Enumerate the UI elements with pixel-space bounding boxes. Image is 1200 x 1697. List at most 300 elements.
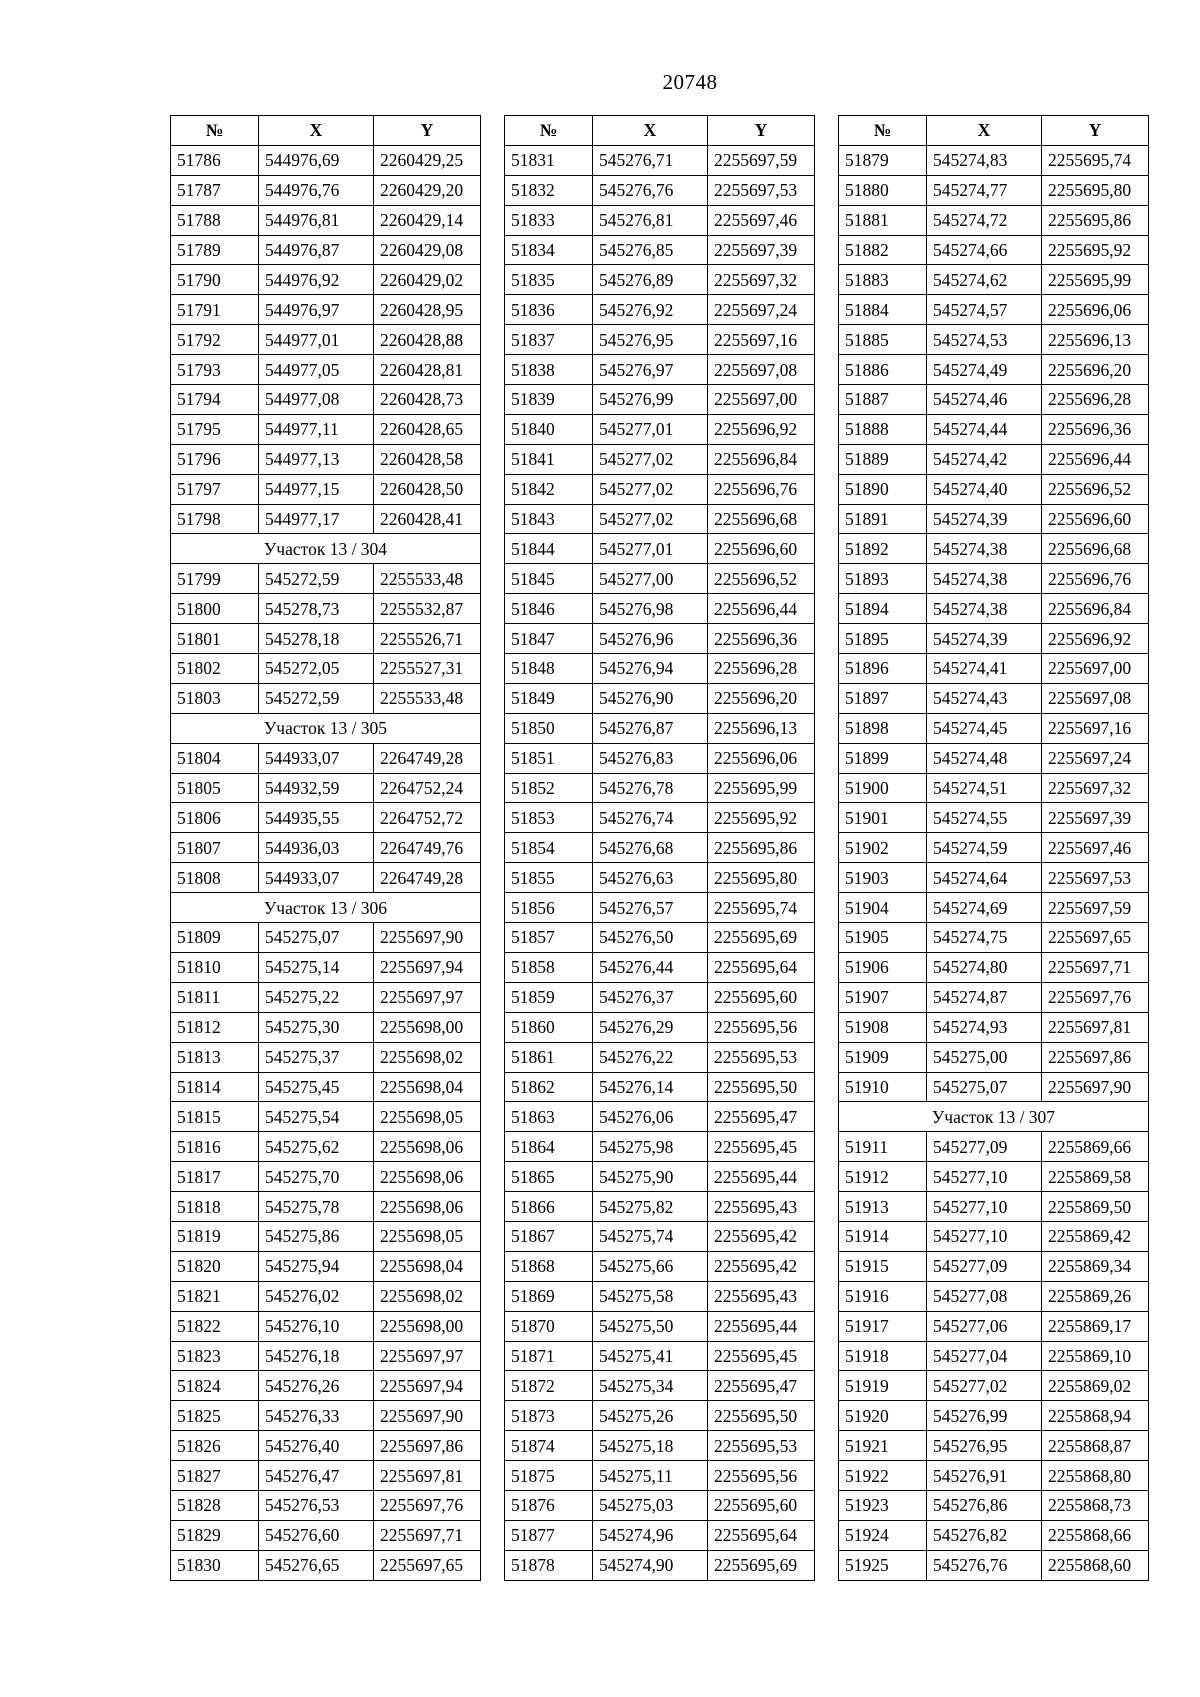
- point-number-cell: 51911: [839, 1132, 927, 1162]
- table-row: [171, 1072, 481, 1102]
- x-coordinate-cell: 544976,76: [259, 175, 374, 205]
- table-row: [171, 205, 481, 235]
- x-coordinate-cell: 545274,90: [593, 1550, 708, 1580]
- table-row: [171, 265, 481, 295]
- table-row: [505, 594, 815, 624]
- table-row: [171, 504, 481, 534]
- table-row: [505, 1371, 815, 1401]
- y-coordinate-cell: 2255697,00: [708, 385, 815, 415]
- table-row: [505, 1012, 815, 1042]
- y-coordinate-cell: 2255696,76: [708, 474, 815, 504]
- y-coordinate-cell: 2255697,08: [708, 355, 815, 385]
- x-coordinate-cell: 545275,86: [259, 1221, 374, 1251]
- point-number-cell: 51915: [839, 1251, 927, 1281]
- y-coordinate-cell: 2255695,43: [708, 1192, 815, 1222]
- point-number-cell: 51821: [171, 1281, 259, 1311]
- table-row: [171, 444, 481, 474]
- x-coordinate-cell: 545274,80: [927, 952, 1042, 982]
- table-row: [505, 564, 815, 594]
- table-row: [839, 1371, 1149, 1401]
- y-coordinate-cell: 2255697,24: [1042, 743, 1149, 773]
- table-row: [505, 743, 815, 773]
- point-number-cell: 51843: [505, 504, 593, 534]
- x-coordinate-cell: 545276,99: [593, 385, 708, 415]
- x-coordinate-cell: 545277,08: [927, 1281, 1042, 1311]
- point-number-cell: 51910: [839, 1072, 927, 1102]
- table-row: [505, 444, 815, 474]
- point-number-cell: 51866: [505, 1192, 593, 1222]
- y-coordinate-cell: 2255696,06: [1042, 295, 1149, 325]
- y-coordinate-cell: 2255697,94: [374, 1371, 481, 1401]
- x-coordinate-cell: 545275,98: [593, 1132, 708, 1162]
- x-coordinate-cell: 544936,03: [259, 833, 374, 863]
- point-number-cell: 51905: [839, 923, 927, 953]
- x-coordinate-cell: 545274,77: [927, 175, 1042, 205]
- x-coordinate-cell: 545275,62: [259, 1132, 374, 1162]
- x-coordinate-cell: 545275,03: [593, 1490, 708, 1520]
- point-number-cell: 51896: [839, 654, 927, 684]
- y-coordinate-cell: 2255695,92: [1042, 235, 1149, 265]
- y-coordinate-cell: 2255695,42: [708, 1221, 815, 1251]
- table-row: [171, 325, 481, 355]
- y-coordinate-cell: 2255696,28: [1042, 385, 1149, 415]
- table-row: [839, 803, 1149, 833]
- header-y: Y: [708, 116, 815, 146]
- header-row: [839, 116, 1149, 146]
- x-coordinate-cell: 545274,66: [927, 235, 1042, 265]
- table-row: [505, 1192, 815, 1222]
- point-number-cell: 51898: [839, 713, 927, 743]
- y-coordinate-cell: 2255698,04: [374, 1072, 481, 1102]
- point-number-cell: 51806: [171, 803, 259, 833]
- y-coordinate-cell: 2255697,59: [1042, 893, 1149, 923]
- table-row: [171, 743, 481, 773]
- table-row: [505, 683, 815, 713]
- x-coordinate-cell: 545274,62: [927, 265, 1042, 295]
- table-row: [839, 1341, 1149, 1371]
- y-coordinate-cell: 2260429,08: [374, 235, 481, 265]
- y-coordinate-cell: 2255697,71: [374, 1520, 481, 1550]
- x-coordinate-cell: 545276,18: [259, 1341, 374, 1371]
- x-coordinate-cell: 545275,45: [259, 1072, 374, 1102]
- y-coordinate-cell: 2255695,69: [708, 923, 815, 953]
- point-number-cell: 51852: [505, 773, 593, 803]
- table-row: [171, 1102, 481, 1132]
- table-row: [839, 1401, 1149, 1431]
- y-coordinate-cell: 2255697,86: [374, 1431, 481, 1461]
- x-coordinate-cell: 545275,00: [927, 1042, 1042, 1072]
- point-number-cell: 51817: [171, 1162, 259, 1192]
- table-row: [839, 175, 1149, 205]
- table-row: [839, 414, 1149, 444]
- x-coordinate-cell: 545274,38: [927, 564, 1042, 594]
- y-coordinate-cell: 2255696,52: [1042, 474, 1149, 504]
- point-number-cell: 51888: [839, 414, 927, 444]
- y-coordinate-cell: 2255696,84: [708, 444, 815, 474]
- table-row: [505, 1281, 815, 1311]
- point-number-cell: 51793: [171, 355, 259, 385]
- table-row: [839, 325, 1149, 355]
- y-coordinate-cell: 2255695,47: [708, 1102, 815, 1132]
- table-row: [171, 145, 481, 175]
- x-coordinate-cell: 544935,55: [259, 803, 374, 833]
- table-row: [839, 1221, 1149, 1251]
- table-row: [505, 504, 815, 534]
- table-row: [839, 773, 1149, 803]
- point-number-cell: 51790: [171, 265, 259, 295]
- y-coordinate-cell: 2255695,74: [708, 893, 815, 923]
- point-number-cell: 51835: [505, 265, 593, 295]
- section-row: [171, 893, 481, 923]
- table-row: [171, 1490, 481, 1520]
- table-row: [839, 923, 1149, 953]
- table-row: [171, 1132, 481, 1162]
- y-coordinate-cell: 2255698,05: [374, 1102, 481, 1132]
- table-row: [171, 295, 481, 325]
- x-coordinate-cell: 545276,78: [593, 773, 708, 803]
- x-coordinate-cell: 545274,44: [927, 414, 1042, 444]
- y-coordinate-cell: 2255869,02: [1042, 1371, 1149, 1401]
- x-coordinate-cell: 545277,04: [927, 1341, 1042, 1371]
- point-number-cell: 51899: [839, 743, 927, 773]
- point-number-cell: 51880: [839, 175, 927, 205]
- x-coordinate-cell: 545275,07: [259, 923, 374, 953]
- x-coordinate-cell: 545276,94: [593, 654, 708, 684]
- point-number-cell: 51894: [839, 594, 927, 624]
- table-row: [839, 265, 1149, 295]
- x-coordinate-cell: 545274,40: [927, 474, 1042, 504]
- table-row: [171, 773, 481, 803]
- y-coordinate-cell: 2260428,58: [374, 444, 481, 474]
- point-number-cell: 51818: [171, 1192, 259, 1222]
- point-number-cell: 51920: [839, 1401, 927, 1431]
- point-number-cell: 51879: [839, 145, 927, 175]
- x-coordinate-cell: 545274,39: [927, 504, 1042, 534]
- y-coordinate-cell: 2255697,65: [1042, 923, 1149, 953]
- point-number-cell: 51877: [505, 1520, 593, 1550]
- point-number-cell: 51872: [505, 1371, 593, 1401]
- y-coordinate-cell: 2255695,86: [1042, 205, 1149, 235]
- table-row: [505, 205, 815, 235]
- x-coordinate-cell: 545276,81: [593, 205, 708, 235]
- x-coordinate-cell: 545276,33: [259, 1401, 374, 1431]
- point-number-cell: 51812: [171, 1012, 259, 1042]
- point-number-cell: 51921: [839, 1431, 927, 1461]
- section-row: [839, 1102, 1149, 1132]
- x-coordinate-cell: 545275,50: [593, 1311, 708, 1341]
- point-number-cell: 51846: [505, 594, 593, 624]
- table-row: [839, 474, 1149, 504]
- point-number-cell: 51897: [839, 683, 927, 713]
- x-coordinate-cell: 545274,42: [927, 444, 1042, 474]
- x-coordinate-cell: 545277,02: [927, 1371, 1042, 1401]
- section-title: Участок 13 / 306: [171, 893, 481, 923]
- x-coordinate-cell: 544933,07: [259, 743, 374, 773]
- table-row: [505, 1401, 815, 1431]
- x-coordinate-cell: 545274,93: [927, 1012, 1042, 1042]
- point-number-cell: 51914: [839, 1221, 927, 1251]
- point-number-cell: 51865: [505, 1162, 593, 1192]
- table-row: [505, 624, 815, 654]
- point-number-cell: 51923: [839, 1490, 927, 1520]
- y-coordinate-cell: 2264749,28: [374, 863, 481, 893]
- y-coordinate-cell: 2260428,41: [374, 504, 481, 534]
- point-number-cell: 51787: [171, 175, 259, 205]
- table-row: [505, 654, 815, 684]
- x-coordinate-cell: 545274,69: [927, 893, 1042, 923]
- table-row: [171, 414, 481, 444]
- table-row: [505, 265, 815, 295]
- point-number-cell: 51838: [505, 355, 593, 385]
- x-coordinate-cell: 545275,78: [259, 1192, 374, 1222]
- point-number-cell: 51868: [505, 1251, 593, 1281]
- point-number-cell: 51922: [839, 1461, 927, 1491]
- point-number-cell: 51886: [839, 355, 927, 385]
- point-number-cell: 51917: [839, 1311, 927, 1341]
- point-number-cell: 51875: [505, 1461, 593, 1491]
- y-coordinate-cell: 2255698,04: [374, 1251, 481, 1281]
- point-number-cell: 51913: [839, 1192, 927, 1222]
- table-row: [505, 534, 815, 564]
- x-coordinate-cell: 544976,81: [259, 205, 374, 235]
- table-row: [505, 803, 815, 833]
- table-row: [839, 1132, 1149, 1162]
- table-row: [505, 773, 815, 803]
- y-coordinate-cell: 2255697,16: [708, 325, 815, 355]
- point-number-cell: 51885: [839, 325, 927, 355]
- table-row: [839, 1281, 1149, 1311]
- y-coordinate-cell: 2255868,66: [1042, 1520, 1149, 1550]
- table-row: [839, 624, 1149, 654]
- x-coordinate-cell: 545276,76: [927, 1550, 1042, 1580]
- table-row: [839, 743, 1149, 773]
- table-row: [171, 952, 481, 982]
- point-number-cell: 51820: [171, 1251, 259, 1281]
- point-number-cell: 51878: [505, 1550, 593, 1580]
- y-coordinate-cell: 2255695,80: [1042, 175, 1149, 205]
- coordinates-table-3: [838, 115, 1149, 1581]
- x-coordinate-cell: 545274,53: [927, 325, 1042, 355]
- point-number-cell: 51867: [505, 1221, 593, 1251]
- x-coordinate-cell: 545276,97: [593, 355, 708, 385]
- x-coordinate-cell: 545276,10: [259, 1311, 374, 1341]
- point-number-cell: 51861: [505, 1042, 593, 1072]
- table-row: [171, 1341, 481, 1371]
- x-coordinate-cell: 545277,09: [927, 1132, 1042, 1162]
- table-row: [839, 564, 1149, 594]
- x-coordinate-cell: 544977,05: [259, 355, 374, 385]
- table-row: [505, 295, 815, 325]
- x-coordinate-cell: 545277,01: [593, 414, 708, 444]
- y-coordinate-cell: 2255695,50: [708, 1072, 815, 1102]
- table-row: [839, 1490, 1149, 1520]
- table-row: [171, 175, 481, 205]
- table-row: [505, 1550, 815, 1580]
- table-row: [839, 385, 1149, 415]
- table-row: [505, 1042, 815, 1072]
- y-coordinate-cell: 2255696,44: [708, 594, 815, 624]
- point-number-cell: 51811: [171, 982, 259, 1012]
- y-coordinate-cell: 2255697,76: [1042, 982, 1149, 1012]
- x-coordinate-cell: 545274,96: [593, 1520, 708, 1550]
- point-number-cell: 51836: [505, 295, 593, 325]
- y-coordinate-cell: 2255697,53: [1042, 863, 1149, 893]
- point-number-cell: 51849: [505, 683, 593, 713]
- table-row: [505, 1431, 815, 1461]
- point-number-cell: 51815: [171, 1102, 259, 1132]
- point-number-cell: 51860: [505, 1012, 593, 1042]
- y-coordinate-cell: 2260429,25: [374, 145, 481, 175]
- y-coordinate-cell: 2255697,97: [374, 1341, 481, 1371]
- table-row: [839, 235, 1149, 265]
- x-coordinate-cell: 545274,64: [927, 863, 1042, 893]
- point-number-cell: 51797: [171, 474, 259, 504]
- point-number-cell: 51855: [505, 863, 593, 893]
- table-row: [839, 1311, 1149, 1341]
- y-coordinate-cell: 2255695,64: [708, 1520, 815, 1550]
- y-coordinate-cell: 2255698,06: [374, 1162, 481, 1192]
- x-coordinate-cell: 544976,97: [259, 295, 374, 325]
- x-coordinate-cell: 545276,95: [593, 325, 708, 355]
- y-coordinate-cell: 2255696,36: [708, 624, 815, 654]
- point-number-cell: 51882: [839, 235, 927, 265]
- point-number-cell: 51798: [171, 504, 259, 534]
- x-coordinate-cell: 545278,18: [259, 624, 374, 654]
- x-coordinate-cell: 545277,02: [593, 504, 708, 534]
- y-coordinate-cell: 2255869,34: [1042, 1251, 1149, 1281]
- point-number-cell: 51919: [839, 1371, 927, 1401]
- point-number-cell: 51826: [171, 1431, 259, 1461]
- y-coordinate-cell: 2255698,05: [374, 1221, 481, 1251]
- x-coordinate-cell: 544933,07: [259, 863, 374, 893]
- y-coordinate-cell: 2255696,13: [708, 713, 815, 743]
- x-coordinate-cell: 544976,87: [259, 235, 374, 265]
- point-number-cell: 51827: [171, 1461, 259, 1491]
- x-coordinate-cell: 545277,06: [927, 1311, 1042, 1341]
- x-coordinate-cell: 545276,76: [593, 175, 708, 205]
- point-number-cell: 51823: [171, 1341, 259, 1371]
- point-number-cell: 51847: [505, 624, 593, 654]
- point-number-cell: 51828: [171, 1490, 259, 1520]
- point-number-cell: 51850: [505, 713, 593, 743]
- point-number-cell: 51840: [505, 414, 593, 444]
- point-number-cell: 51800: [171, 594, 259, 624]
- point-number-cell: 51813: [171, 1042, 259, 1072]
- table-row: [171, 683, 481, 713]
- table-row: [171, 1520, 481, 1550]
- y-coordinate-cell: 2260428,50: [374, 474, 481, 504]
- y-coordinate-cell: 2255695,45: [708, 1132, 815, 1162]
- y-coordinate-cell: 2255696,06: [708, 743, 815, 773]
- y-coordinate-cell: 2260428,65: [374, 414, 481, 444]
- point-number-cell: 51786: [171, 145, 259, 175]
- table-row: [171, 564, 481, 594]
- point-number-cell: 51807: [171, 833, 259, 863]
- point-number-cell: 51874: [505, 1431, 593, 1461]
- x-coordinate-cell: 545276,74: [593, 803, 708, 833]
- x-coordinate-cell: 545276,22: [593, 1042, 708, 1072]
- x-coordinate-cell: 545274,49: [927, 355, 1042, 385]
- table-row: [171, 1401, 481, 1431]
- point-number-cell: 51903: [839, 863, 927, 893]
- table-row: [505, 863, 815, 893]
- x-coordinate-cell: 544977,08: [259, 385, 374, 415]
- point-number-cell: 51791: [171, 295, 259, 325]
- x-coordinate-cell: 545275,07: [927, 1072, 1042, 1102]
- x-coordinate-cell: 545274,55: [927, 803, 1042, 833]
- x-coordinate-cell: 545274,39: [927, 624, 1042, 654]
- x-coordinate-cell: 545277,00: [593, 564, 708, 594]
- point-number-cell: 51801: [171, 624, 259, 654]
- y-coordinate-cell: 2255695,60: [708, 982, 815, 1012]
- point-number-cell: 51881: [839, 205, 927, 235]
- x-coordinate-cell: 545275,66: [593, 1251, 708, 1281]
- table-row: [505, 414, 815, 444]
- x-coordinate-cell: 545275,14: [259, 952, 374, 982]
- section-title: Участок 13 / 307: [839, 1102, 1149, 1132]
- header-number: №: [839, 116, 927, 146]
- y-coordinate-cell: 2255695,74: [1042, 145, 1149, 175]
- y-coordinate-cell: 2255868,94: [1042, 1401, 1149, 1431]
- table-row: [505, 1251, 815, 1281]
- table-row: [505, 175, 815, 205]
- x-coordinate-cell: 545274,38: [927, 594, 1042, 624]
- x-coordinate-cell: 545276,91: [927, 1461, 1042, 1491]
- point-number-cell: 51822: [171, 1311, 259, 1341]
- table-row: [505, 893, 815, 923]
- y-coordinate-cell: 2255533,48: [374, 564, 481, 594]
- x-coordinate-cell: 545277,10: [927, 1162, 1042, 1192]
- table-row: [839, 683, 1149, 713]
- point-number-cell: 51904: [839, 893, 927, 923]
- y-coordinate-cell: 2255697,32: [1042, 773, 1149, 803]
- point-number-cell: 51841: [505, 444, 593, 474]
- y-coordinate-cell: 2255695,80: [708, 863, 815, 893]
- point-number-cell: 51845: [505, 564, 593, 594]
- x-coordinate-cell: 545274,75: [927, 923, 1042, 953]
- table-row: [839, 893, 1149, 923]
- table-row: [839, 982, 1149, 1012]
- table-row: [171, 1311, 481, 1341]
- x-coordinate-cell: 545277,09: [927, 1251, 1042, 1281]
- y-coordinate-cell: 2255697,00: [1042, 654, 1149, 684]
- table-row: [839, 145, 1149, 175]
- table-row: [171, 1371, 481, 1401]
- y-coordinate-cell: 2255696,44: [1042, 444, 1149, 474]
- x-coordinate-cell: 545276,29: [593, 1012, 708, 1042]
- y-coordinate-cell: 2255696,76: [1042, 564, 1149, 594]
- point-number-cell: 51907: [839, 982, 927, 1012]
- table-row: [839, 1012, 1149, 1042]
- table-row: [505, 1162, 815, 1192]
- x-coordinate-cell: 545276,98: [593, 594, 708, 624]
- y-coordinate-cell: 2264752,72: [374, 803, 481, 833]
- table-row: [839, 952, 1149, 982]
- y-coordinate-cell: 2255696,20: [1042, 355, 1149, 385]
- x-coordinate-cell: 545275,18: [593, 1431, 708, 1461]
- point-number-cell: 51825: [171, 1401, 259, 1431]
- table-row: [839, 444, 1149, 474]
- table-row: [505, 385, 815, 415]
- y-coordinate-cell: 2255533,48: [374, 683, 481, 713]
- y-coordinate-cell: 2255696,20: [708, 683, 815, 713]
- y-coordinate-cell: 2255696,84: [1042, 594, 1149, 624]
- table-row: [171, 923, 481, 953]
- y-coordinate-cell: 2255697,94: [374, 952, 481, 982]
- point-number-cell: 51883: [839, 265, 927, 295]
- table-row: [505, 1221, 815, 1251]
- point-number-cell: 51809: [171, 923, 259, 953]
